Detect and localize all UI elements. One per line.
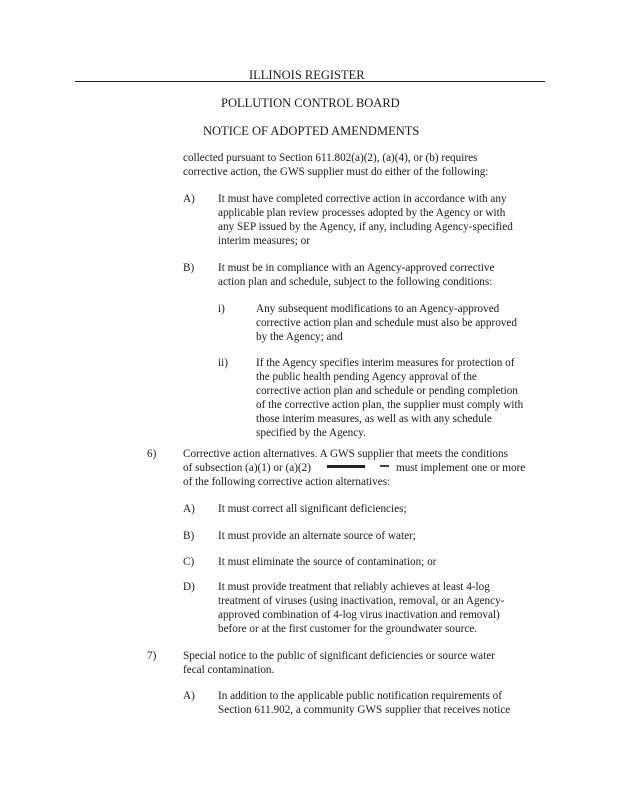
item-7-line: fecal contamination.	[183, 664, 275, 676]
item-ii-line: If the Agency specifies interim measures for protection of	[256, 357, 515, 369]
list-marker: A)	[183, 690, 195, 702]
list-marker: A)	[183, 503, 195, 515]
item-ii-line: corrective action plan and schedule or pending completion	[256, 385, 518, 397]
item-6-line: of the following corrective action alternatives:	[183, 476, 391, 488]
item-ii-line: of the corrective action plan, the supplier must comply with	[256, 399, 524, 411]
item-a1-line: any SEP issued by the Agency, if any, including Agency-specified	[218, 221, 513, 233]
list-marker: D)	[183, 581, 195, 593]
item-i-line: by the Agency; and	[256, 331, 343, 343]
register-title: ILLINOIS REGISTER	[249, 68, 365, 82]
list-marker: 6)	[147, 448, 157, 460]
item-i-line: corrective action plan and schedule must also be approved	[256, 317, 517, 329]
list-marker: C)	[183, 556, 195, 568]
item-b1-line: It must be in compliance with an Agency-approved corrective	[218, 262, 495, 274]
item-7a-line: Section 611.902, a community GWS supplier that receives notice	[218, 704, 511, 716]
item-a1-line: It must have completed corrective action in accordance with any	[218, 193, 507, 205]
redaction-mark	[380, 465, 389, 467]
item-6d-line: approved combination of 4-log virus inactivation and removal)	[218, 609, 500, 621]
item-6-line: must implement one or more	[396, 462, 526, 474]
board-name: POLLUTION CONTROL BOARD	[221, 96, 400, 110]
item-6d-line: treatment of viruses (using inactivation, removal, or an Agency-	[218, 595, 505, 607]
list-marker: 7)	[147, 650, 157, 662]
item-6d-line: It must provide treatment that reliably achieves at least 4-log	[218, 581, 490, 593]
header-rule	[75, 81, 545, 82]
item-6-line: of subsection (a)(1) or (a)(2)	[183, 462, 311, 474]
item-6b-line: It must provide an alternate source of water;	[218, 530, 416, 542]
list-marker: B)	[183, 262, 195, 274]
redaction-mark	[327, 465, 365, 468]
item-7a-line: In addition to the applicable public notification requirements of	[218, 690, 502, 702]
item-a1-line: interim measures; or	[218, 235, 310, 247]
item-b1-line: action plan and schedule, subject to the following conditions:	[218, 276, 493, 288]
notice-title: NOTICE OF ADOPTED AMENDMENTS	[203, 124, 420, 138]
item-a1-line: applicable plan review processes adopted by the Agency or with	[218, 207, 506, 219]
item-7-line: Special notice to the public of significant deficiencies or source water	[183, 650, 495, 662]
list-marker: A)	[183, 193, 195, 205]
item-6c-line: It must eliminate the source of contamination; or	[218, 556, 437, 568]
list-marker: ii)	[218, 357, 228, 369]
item-ii-line: those interim measures, as well as with any schedule	[256, 413, 492, 425]
list-marker: B)	[183, 530, 195, 542]
intro-line: corrective action, the GWS supplier must do either of the following:	[183, 166, 489, 178]
item-6d-line: before or at the first customer for the groundwater source.	[218, 623, 478, 635]
list-marker: i)	[218, 303, 225, 315]
item-ii-line: the public health pending Agency approval of the	[256, 371, 477, 383]
intro-line: collected pursuant to Section 611.802(a)(2), (a)(4), or (b) requires	[183, 152, 478, 164]
item-6a-line: It must correct all significant deficiencies;	[218, 503, 407, 515]
item-6-line: Corrective action alternatives. A GWS supplier that meets the conditions	[183, 448, 508, 460]
item-ii-line: specified by the Agency.	[256, 427, 366, 439]
item-i-line: Any subsequent modifications to an Agency-approved	[256, 303, 500, 315]
